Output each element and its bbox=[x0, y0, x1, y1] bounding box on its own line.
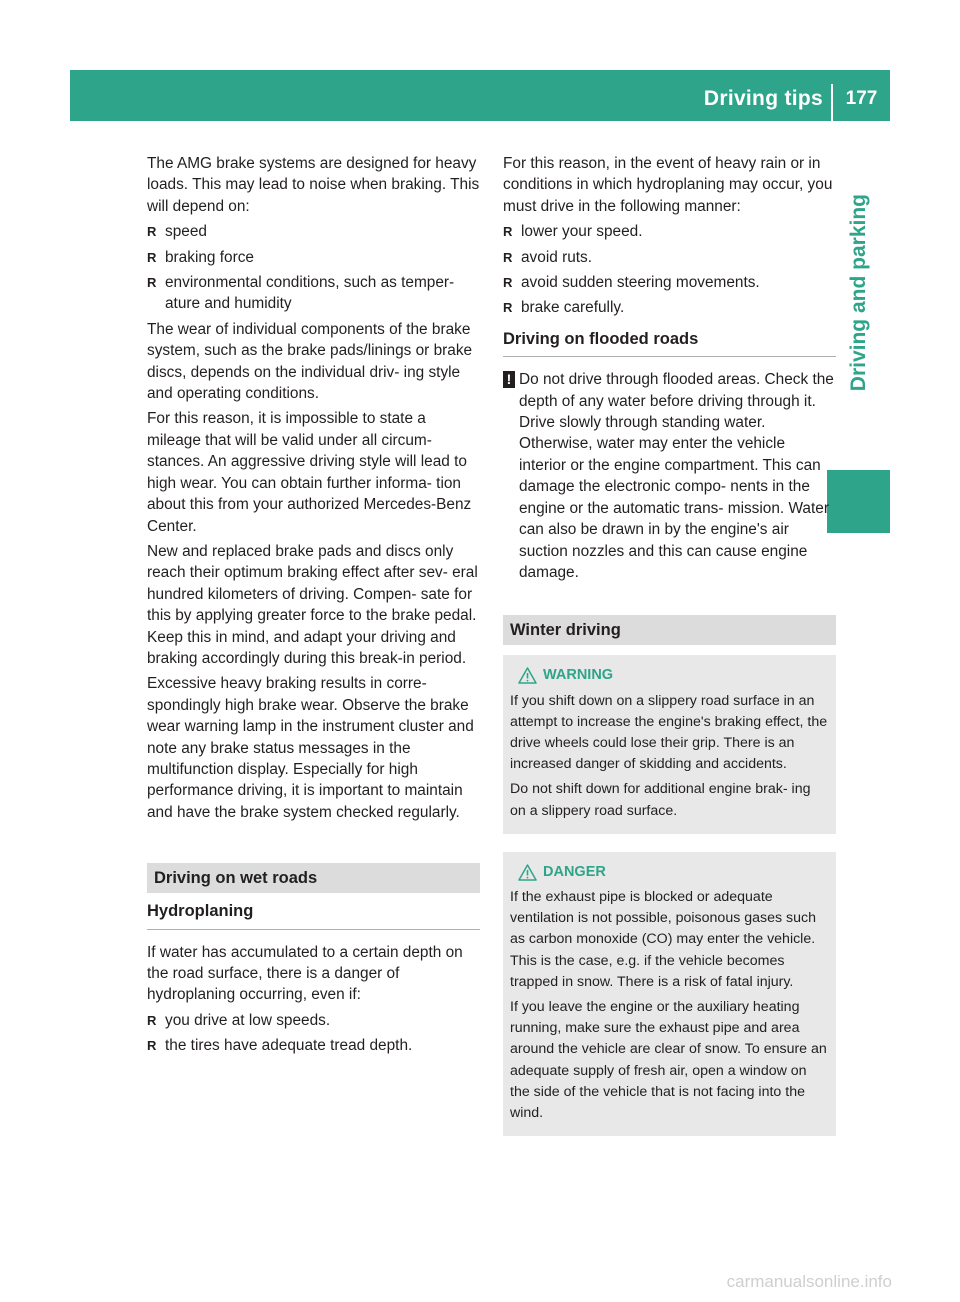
list-item: R you drive at low speeds. bbox=[147, 1010, 480, 1031]
right-column bbox=[503, 153, 836, 1136]
flooded-notice bbox=[503, 369, 836, 583]
danger-title: DANGER bbox=[543, 863, 606, 880]
side-tab bbox=[827, 121, 890, 465]
hydroplaning-intro: If water has accumulated to a certain depth on the road surface, there is a danger of hydroplaning occurring, even if: bbox=[147, 943, 463, 1004]
side-tab-marker bbox=[827, 470, 890, 533]
list-item: R avoid ruts. bbox=[503, 247, 836, 268]
warning-paragraph: Do not shift down for additional engine brak- ing on a slippery road surface. bbox=[510, 781, 811, 819]
section-heading-wet-roads: Driving on wet roads bbox=[147, 863, 480, 893]
subheading-hydroplaning: Hydroplaning bbox=[147, 901, 480, 929]
warning-box bbox=[503, 655, 836, 833]
wet-manner-intro: For this reason, in the event of heavy rain or in conditions in which hydroplaning may occur, you must drive in the following manner: bbox=[503, 155, 833, 215]
danger-box bbox=[503, 852, 836, 1136]
side-tab-label: Driving and parking bbox=[846, 194, 870, 392]
warning-triangle-icon bbox=[518, 864, 537, 881]
brake-intro: The AMG brake systems are designed for heavy loads. This may lead to noise when braking. This will depend on: bbox=[147, 155, 480, 215]
manner-list bbox=[503, 221, 836, 319]
paragraph: Excessive heavy braking results in corre- spondingly high brake wear. Observe the brake wear warning lamp in the instrument cluster and note any brake status messages in the multifunction display. Especially for high performance driving, it is important to maintain and have the brake system checked regularly. bbox=[147, 675, 474, 821]
warning-title-row bbox=[518, 665, 829, 686]
watermark: carmanualsonline.info bbox=[726, 1272, 892, 1291]
warning-paragraph: If you shift down on a slippery road surface in an attempt to increase the engine's braking effect, the drive wheels could lose their grip. There is an increased danger of skidding and accidents. bbox=[510, 692, 828, 773]
warning-triangle-icon bbox=[518, 667, 537, 684]
depend-on-list bbox=[147, 221, 480, 315]
exclamation-icon: ! bbox=[503, 371, 515, 388]
left-column bbox=[147, 153, 480, 1061]
paragraph: The wear of individual components of the brake system, such as the brake pads/linings or brake discs, depends on the individual driv- ing style and operating conditions. bbox=[147, 320, 473, 403]
paragraph: New and replaced brake pads and discs only reach their optimum braking effect after sev- eral hundred kilometers of driving. Compen- sate for this by applying greater force to the brake pedal. Keep this in mind, and adapt your driving and braking accordingly during this break-in period. bbox=[147, 542, 478, 667]
danger-paragraph: If you leave the engine or the auxiliary heating running, make sure the exhaust pipe and area around the vehicle are clear of snow. To ensure an adequate supply of fresh air, open a window on the side of the vehicle that is not facing into the wind. bbox=[510, 998, 827, 1121]
danger-title-row bbox=[518, 862, 829, 883]
warning-title: WARNING bbox=[543, 667, 614, 684]
list-item: R environmental conditions, such as temper- ature and humidity bbox=[147, 272, 480, 315]
list-item: R braking force bbox=[147, 247, 480, 268]
flooded-notice-text: Do not drive through flooded areas. Check the depth of any water before driving through it. Drive slowly through standing water. Otherwise, water may enter the vehicle interior or the engine compartment. This can damage the electronic compo- nents in the engine or the automatic trans- mission. Water can also be drawn in by the engine's air suction nozzles and this can cause engine damage. bbox=[519, 371, 834, 581]
list-item: R speed bbox=[147, 221, 480, 242]
list-item: R brake carefully. bbox=[503, 297, 836, 318]
list-item: R lower your speed. bbox=[503, 221, 836, 242]
hydroplaning-list bbox=[147, 1010, 480, 1057]
page-number: 177 bbox=[845, 88, 878, 109]
subheading-flooded-roads: Driving on flooded roads bbox=[503, 329, 836, 357]
paragraph: For this reason, it is impossible to state a mileage that will be valid under all circum- stances. An aggressive driving style will lead to high wear. You can obtain further informa- tion about this from your authorized Mercedes-Benz Center. bbox=[147, 410, 472, 535]
header-title: Driving tips bbox=[703, 87, 823, 110]
section-heading-winter: Winter driving bbox=[503, 615, 836, 645]
danger-paragraph: If the exhaust pipe is blocked or adequate ventilation is not possible, poisonous gases such as carbon monoxide (CO) may enter the vehicle. This is the case, e.g. if the vehicle becomes trapped in snow. There is a risk of fatal injury. bbox=[510, 888, 817, 990]
header-bar bbox=[70, 70, 890, 121]
list-item: R avoid sudden steering movements. bbox=[503, 272, 836, 293]
list-item: R the tires have adequate tread depth. bbox=[147, 1035, 480, 1056]
